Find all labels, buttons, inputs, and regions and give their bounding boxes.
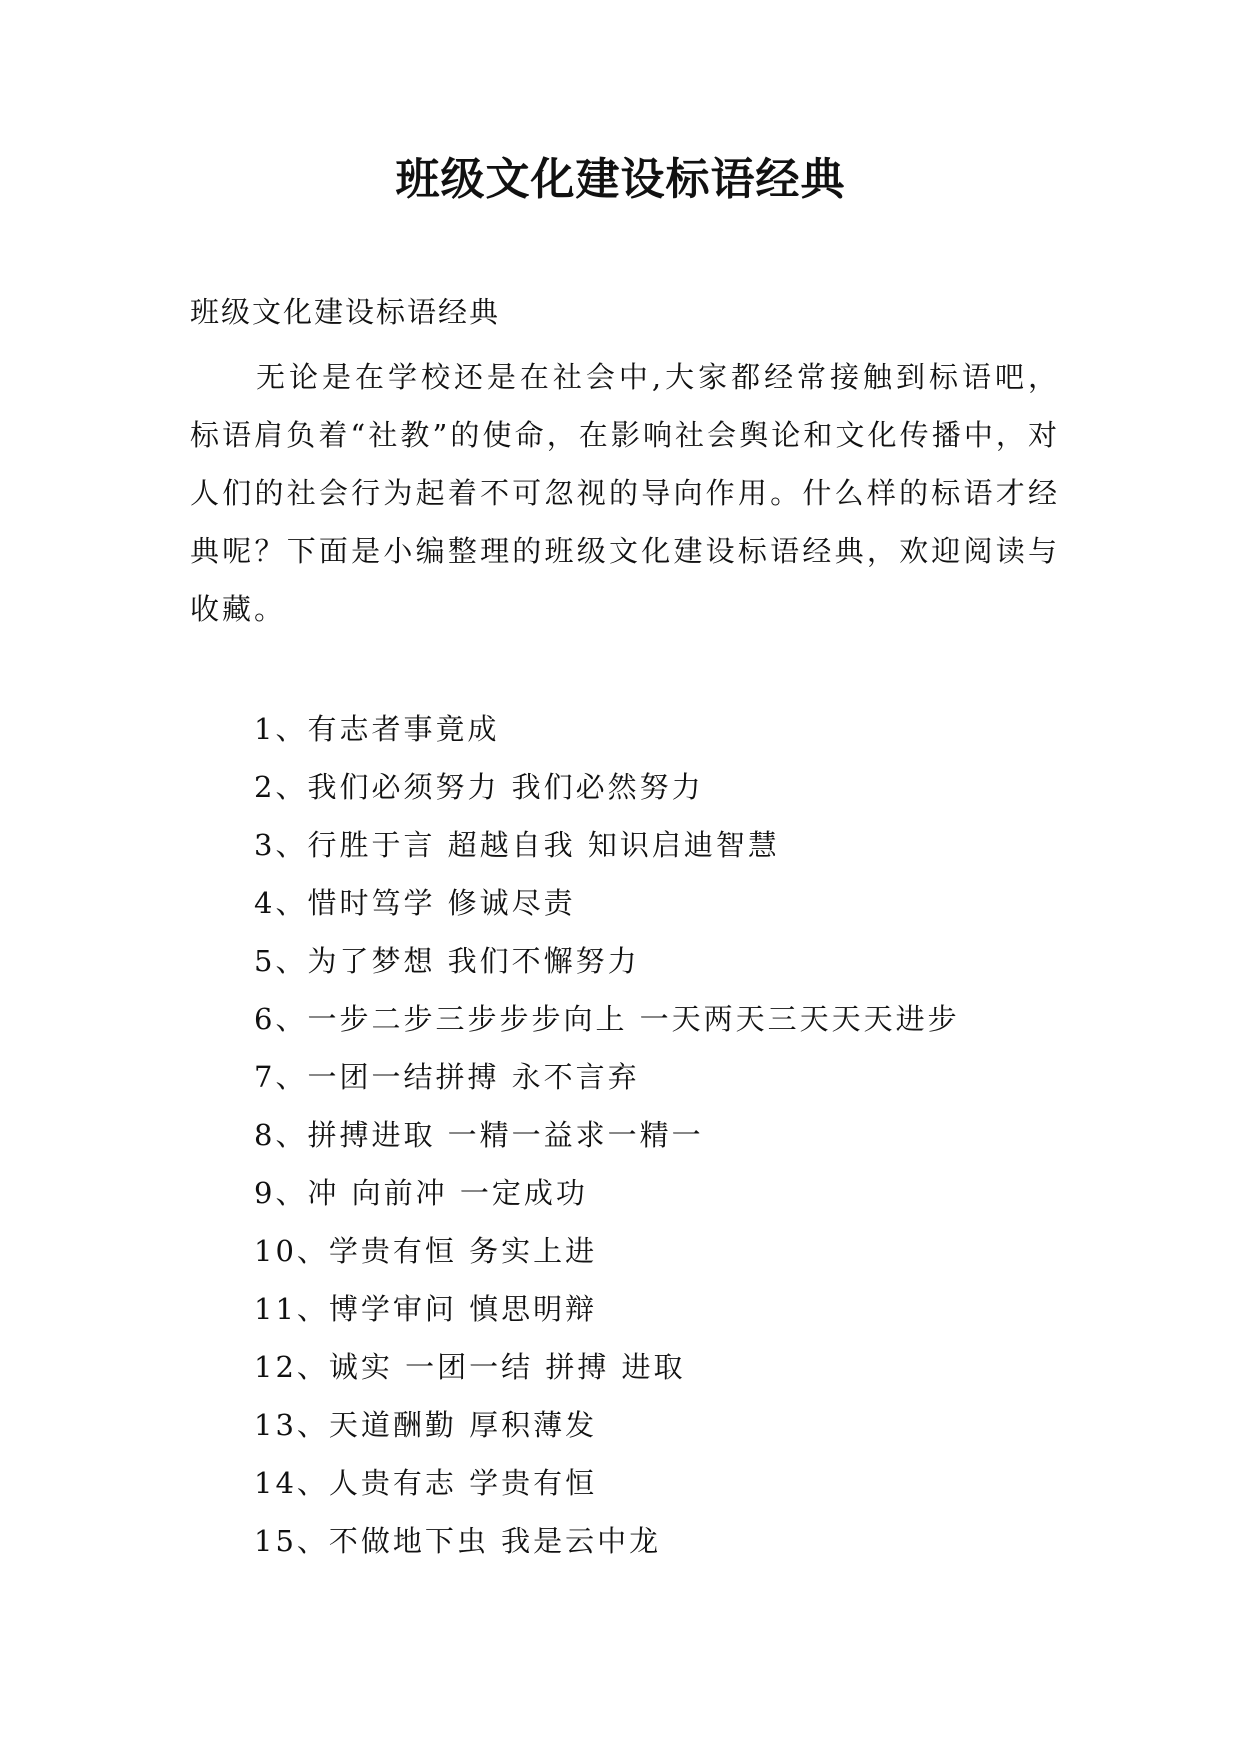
slogan-item: 11、博学审问 慎思明辩 [254,1292,598,1326]
slogan-item: 15、不做地下虫 我是云中龙 [254,1524,662,1558]
slogan-item: 1、有志者事竟成 [254,712,500,746]
document-title: 班级文化建设标语经典 [395,154,846,205]
intro-paragraph: 无论是在学校还是在社会中,大家都经常接触到标语吧，标语肩负着“社教”的使命，在影响社会舆论和文化传播中，对人们的社会行为起着不可忽视的导向作用。什么样的标语才经典呢？下面是小编整理的班级文化建设标语经典，欢迎阅读与收藏。 [190,360,1060,626]
slogan-item: 7、一团一结拼搏 永不言弃 [254,1060,640,1094]
slogan-item: 12、诚实 一团一结 拼搏 进取 [254,1350,686,1384]
slogan-item: 4、惜时笃学 修诚尽责 [254,886,576,920]
slogan-item: 14、人贵有志 学贵有恒 [254,1466,598,1500]
slogan-list [254,700,960,1570]
slogan-item: 8、拼搏进取 一精一益求一精一 [254,1118,704,1152]
slogan-item: 5、为了梦想 我们不懈努力 [254,944,640,978]
slogan-item: 6、一步二步三步步步向上 一天两天三天天天进步 [254,1002,960,1036]
slogan-item: 3、行胜于言 超越自我 知识启迪智慧 [254,828,780,862]
slogan-item: 10、学贵有恒 务实上进 [254,1234,598,1268]
slogan-item: 9、冲 向前冲 一定成功 [254,1176,588,1210]
document-subtitle: 班级文化建设标语经典 [190,295,501,329]
slogan-item: 13、天道酬勤 厚积薄发 [254,1408,598,1442]
slogan-item: 2、我们必须努力 我们必然努力 [254,770,704,804]
